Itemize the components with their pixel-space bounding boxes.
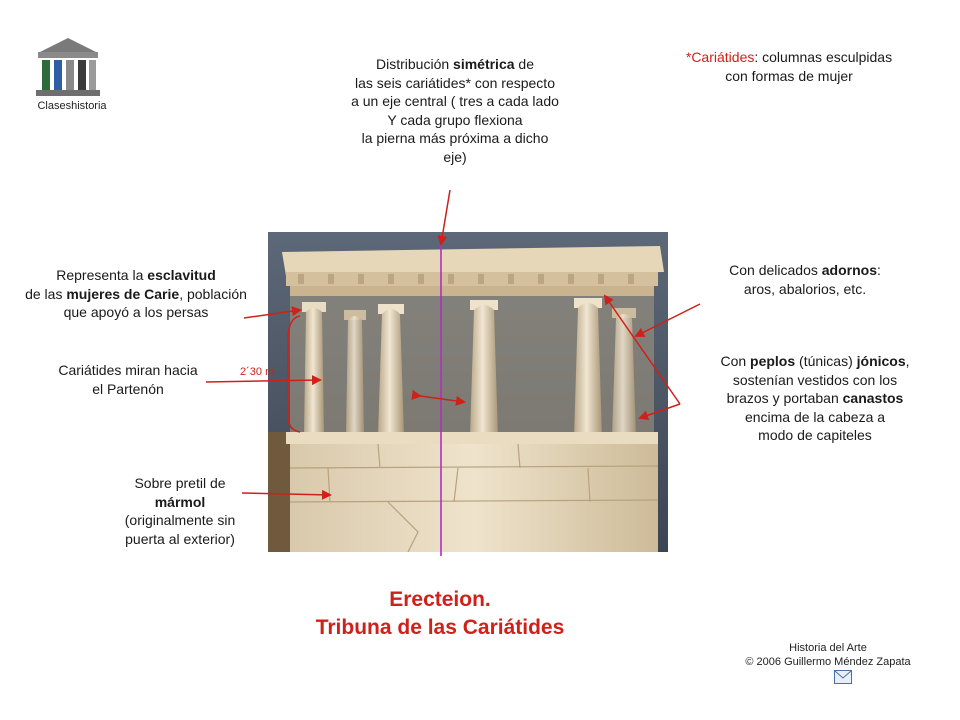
caryatids-porch-photo xyxy=(268,232,668,552)
temple-logo-icon xyxy=(34,36,102,100)
caryatid-definition-note: *Cariátides: columnas esculpidas con formas de mujer xyxy=(685,49,893,84)
height-label: 2´30 m xyxy=(240,366,275,378)
symmetry-note: Distribución simétrica de las seis cariátides* con respecto a un eje central ( tres a cada lado Y cada grupo flexiona la pierna más próxima a dicho eje) xyxy=(351,56,559,165)
title-line-2: Tribuna de las Cariátides xyxy=(315,616,565,639)
peplos-note: Con peplos (túnicas) jónicos, sostenían vestidos con los brazos y portaban canastos encima de la cabeza a modo de capiteles xyxy=(720,353,910,443)
clasehistoria-logo[interactable] xyxy=(34,36,102,100)
ornaments-note: Con delicados adornos: aros, abalorios, etc. xyxy=(729,262,881,297)
base-note: Sobre pretil de mármol (originalmente sin puerta al exterior) xyxy=(124,475,236,547)
title-line-1: Erecteion. xyxy=(389,588,491,611)
gaze-note: Cariátides miran hacia el Partenón xyxy=(58,362,198,397)
mail-icon[interactable] xyxy=(834,670,852,684)
logo-caption: Claseshistoria xyxy=(37,100,107,112)
slavery-note: Representa la esclavitud de las mujeres de Carie, población que apoyó a los persas xyxy=(25,267,247,320)
footer-credit: Historia del Arte © 2006 Guillermo Méndez Zapata xyxy=(745,642,911,668)
slide-title xyxy=(240,586,640,642)
